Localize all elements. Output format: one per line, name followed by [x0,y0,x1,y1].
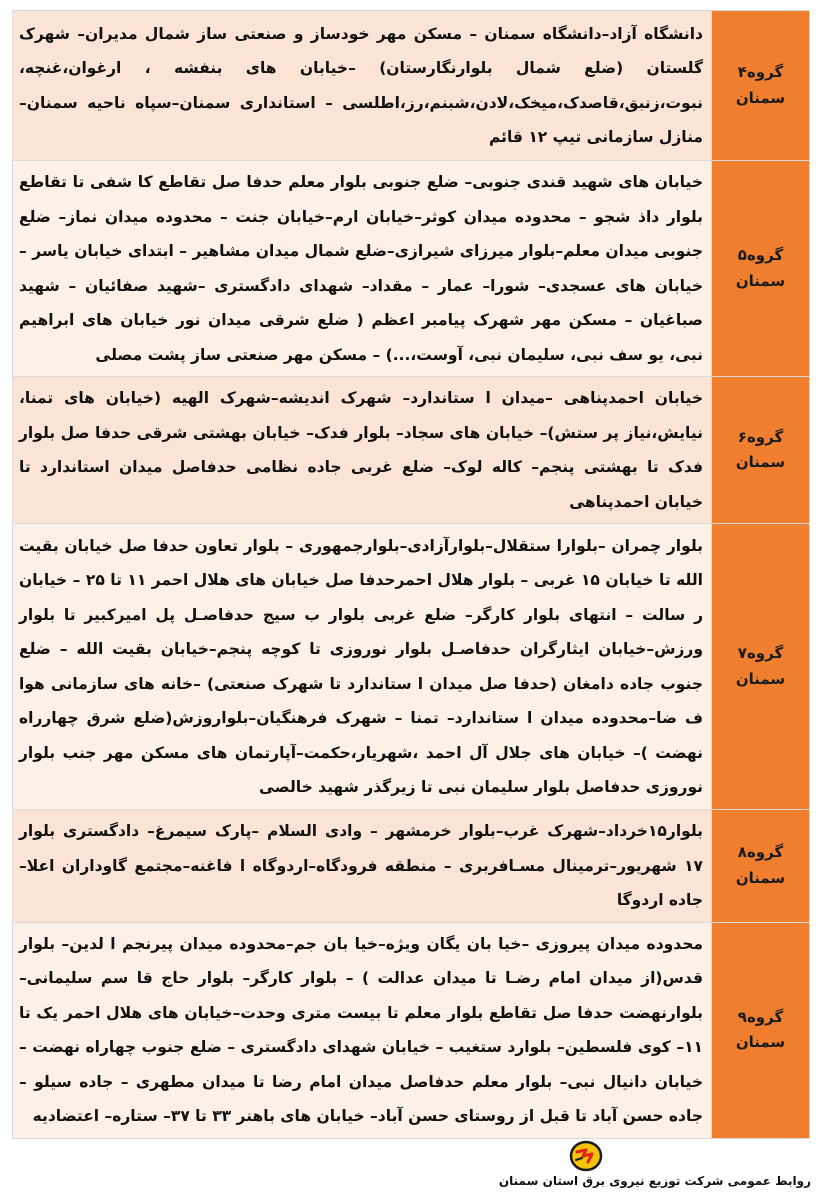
group-number: گروه۵ [737,246,784,264]
group-areas-text: دانشگاه آزاد–دانشگاه سمنان – مسکن مهر خودساز و صنعتی ساز شمال مدیران– شهرک گلستان (ضلع شمال بلوارنگارستان) –خیابان های بنفشه ، ارغوان،غنچه، نبوت،زنبق،قاصدک،میخک،لادن،شبنم،رز،اطلسی – استانداری سمنان–سپاه ناحیه سمنان– منازل سازمانی تیپ ۱۲ قائم [13,11,712,161]
group-label-cell [712,377,810,524]
power-distribution-logo-icon [566,1140,606,1172]
group-areas-text: خیابان های شهید قندی جنوبی– ضلع جنوبی بلوار معلم حدفا صل تقاطع کا شفی تا تقاطع بلوار داذ شجو – محدوده میدان کوثر–خیابان ارم–خیابان جنت – محدوده میدان نماز– ضلع جنوبی میدان معلم–بلوار میرزای شیرازی–ضلع شمال میدان مشاهیر – ابتدای خیابان یاسر – خیابان های عسجدی– شورا– عمار – مقداد– شهدای دادگستری –شهید صفائیان – شهید صباغیان – مسکن مهر شهرک پیامبر اعظم ( ضلع شرقی میدان نور خیابان های ابراهیم نبی، یو سف نبی، سلیمان نبی، آوست،...) – مسکن مهر صنعتی ساز پشت مصلی [13,161,712,377]
group-city: سمنان [735,453,786,471]
group-city: سمنان [735,1033,786,1051]
table-row-group-8 [13,810,810,923]
group-label-cell [712,810,810,923]
table-row-group-4 [13,11,810,161]
footer [491,1140,811,1190]
group-number: گروه۴ [737,63,784,81]
group-label-cell [712,11,810,161]
group-label-cell [712,524,810,810]
group-city: سمنان [735,669,786,688]
group-number: گروه۹ [737,1007,784,1026]
table-row-group-6 [13,377,810,524]
group-areas-text: بلوار چمران –بلوارا ستقلال–بلوارآزادی–بلوارجمهوری – بلوار تعاون حدفا صل خیابان بقیت الله تا خیابان ۱۵ غربی – بلوار هلال احمرحدفا صل خیابان های هلال احمر ۱۱ تا ۲۵ – خیابان ر سالت – انتهای بلوار کارگر– ضلع غربی بلوار ب سیج حدفاصـل پل امیرکبیر تا بلوار ورزش–خیابان ایثارگران حدفاصـل بلوار نوروزی تا کوچه پنجم–خیابان بقیت الله – ضلع جنوب جاده دامغان (حدفا صل میدان ا ستاندارد تا شهرک صنعتی) –خانه های سازمانی هوا ف ضا–محدوده میدان ا ستاندارد– تمنا – شهرک فرهنگیان–بلواروزش(ضلع شرق چهارراه نهضت )– خیابان های جلال آل احمد ،شهریار،حکمت–آپارتمان های مسکن مهر جنب بلوار نوروزی حدفاصل بلوار سلیمان نبی تا زیرگذر شهید خالصی [13,524,712,810]
table-row-group-9 [13,922,810,1138]
blackout-schedule-table [12,10,810,1139]
table-row-group-7 [13,524,810,810]
group-areas-text: بلوار۱۵خرداد–شهرک غرب–بلوار خرمشهر – وادی السلام –پارک سیمرغ– دادگستری بلوار ۱۷ شهریور–ترمینال مسـافربری – منطقه فرودگاه–اردوگاه ا فاغنه–مجتمع گاوداران اعلا–جاده اردوگا [13,810,712,923]
footer-caption: روابط عمومی شرکت توزیع نیروی برق استان سمنان [498,1174,811,1188]
group-city: سمنان [735,868,786,887]
group-label-cell [712,161,810,377]
group-number: گروه۶ [737,427,784,446]
group-number: گروه۷ [737,644,784,662]
group-city: سمنان [735,271,786,290]
group-areas-text: محدوده میدان پیروزی –خیا بان یگان ویژه–خیا بان جم–محدوده میدان پیرنجم ا لدین– بلوار قدس(از میدان امام رضـا تا میدان عدالت ) – بلوار کارگر– بلوار حاج قا سم سلیمانی– بلوارنهضت حدفا صل تقاطع بلوار معلم تا بیست متری وحدت–خیابان های هلال احمر یک تا ۱۱– کوی فلسطین– بلوارد ستغیب – خیابان شهدای دادگستری – ضلع جنوب چهاراه نهضت –خیابان دانیال نبی– بلوار معلم حدفاصل میدان امام رضا تا میدان مطهری – جاده سیلو – جاده حسن آباد تا قبل از روستای حسن آباد– خیابان های باهنر ۳۳ تا ۳۷– ستاره– اعتضادیه [13,922,712,1138]
group-city: سمنان [735,88,786,107]
group-label-cell [712,922,810,1138]
group-areas-text: خیابان احمدپناهی –میدان ا ستاندارد– شهرک اندیشه–شهرک الهیه (خیابان های تمنا، نیایش،نیاز پر ستش)– خیابان های سجاد– بلوار فدک– خیابان بهشتی شرقی حدفا صل بلوار فدک تا بهشتی پنجم– کاله لوک– ضلع غربی جاده نظامی حدفاصل میدان استاندارد تا خیابان احمدپناهی [13,377,712,524]
table-row-group-5 [13,161,810,377]
group-number: گروه۸ [737,843,784,862]
